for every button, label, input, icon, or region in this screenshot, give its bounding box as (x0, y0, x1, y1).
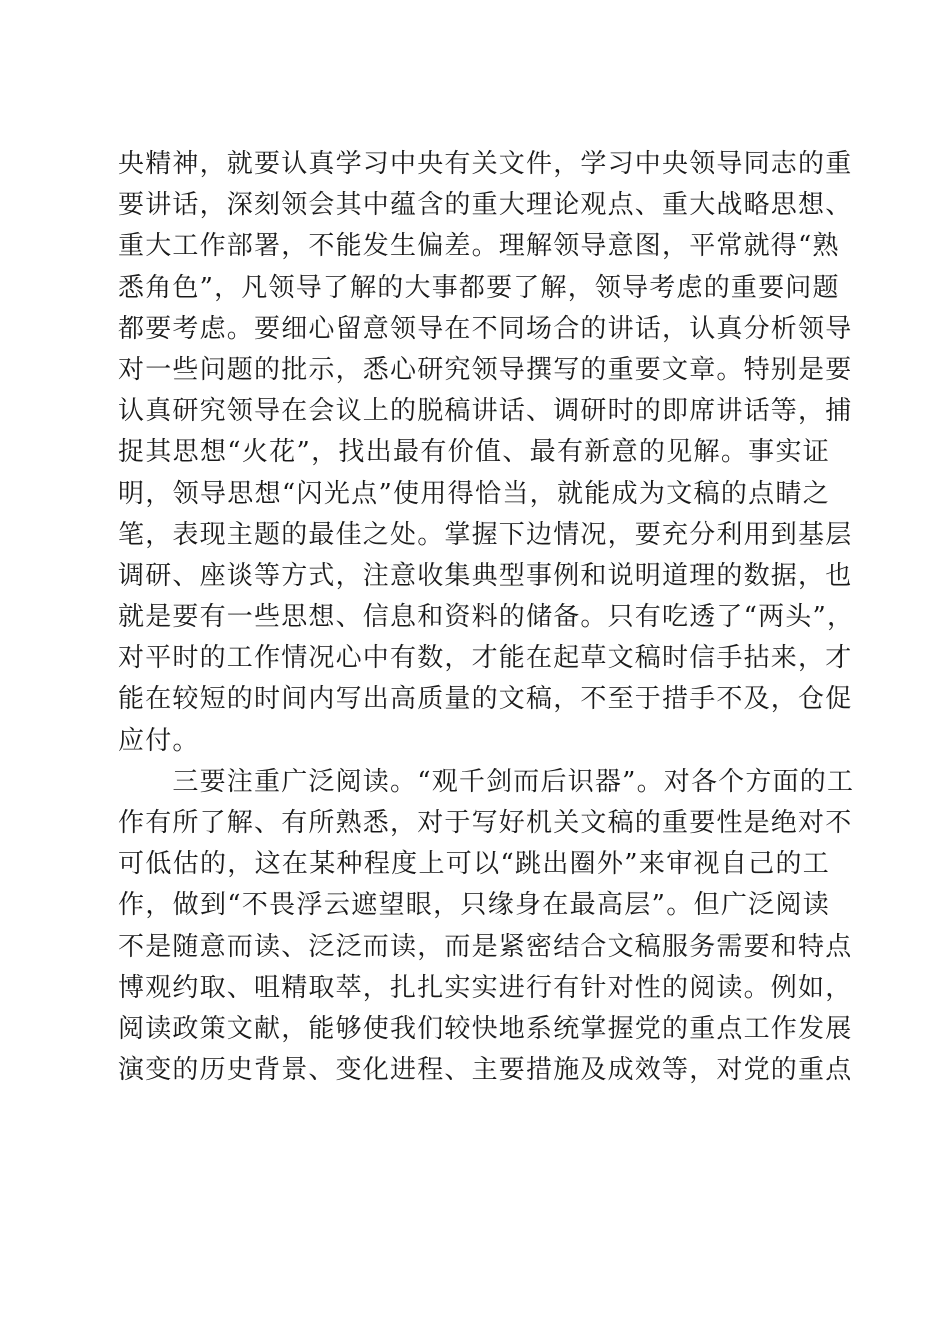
text-line: 作，做到“不畏浮云遮望眼，只缘身在最高层”。但广泛阅读 (118, 890, 830, 921)
text-line: 能在较短的时间内写出高质量的文稿，不至于措手不及，仓促 (118, 684, 853, 715)
text-line: 对一些问题的批示，悉心研究领导撰写的重要文章。特别是要 (118, 354, 853, 385)
text-line: 捉其思想“火花”，找出最有价值、最有新意的见解。事实证 (118, 437, 830, 468)
text-line: 可低估的，这在某种程度上可以“跳出圈外”来审视自己的工 (118, 849, 830, 880)
text-line: 演变的历史背景、变化进程、主要措施及成效等，对党的重点 (118, 1055, 853, 1086)
text-line: 要讲话，深刻领会其中蕴含的重大理论观点、重大战略思想、 (118, 190, 853, 221)
text-line: 笔，表现主题的最佳之处。掌握下边情况，要充分利用到基层 (118, 519, 853, 550)
paragraph-start-line: 三要注重广泛阅读。“观千剑而后识器”。对各个方面的工 (118, 766, 855, 797)
text-line: 重大工作部署，不能发生偏差。理解领导意图，平常就得“熟 (118, 231, 840, 262)
text-line: 不是随意而读、泛泛而读，而是紧密结合文稿服务需要和特点 (118, 931, 853, 962)
text-line: 调研、座谈等方式，注意收集典型事例和说明道理的数据，也 (118, 560, 853, 591)
body-text (118, 144, 855, 1091)
text-line: 就是要有一些思想、信息和资料的储备。只有吃透了“两头”， (118, 602, 855, 633)
text-line: 作有所了解、有所熟悉，对于写好机关文稿的重要性是绝对不 (118, 808, 853, 838)
text-line: 央精神，就要认真学习中央有关文件，学习中央领导同志的重 (118, 149, 853, 179)
text-line: 博观约取、咀精取萃，扎扎实实进行有针对性的阅读。例如， (118, 972, 853, 1003)
text-line: 明，领导思想“闪光点”使用得恰当，就能成为文稿的点睛之 (118, 478, 830, 509)
text-line: 都要考虑。要细心留意领导在不同场合的讲话，认真分析领导 (118, 313, 853, 344)
paragraph-end-line: 应付。 (118, 725, 200, 756)
text-line: 认真研究领导在会议上的脱稿讲话、调研时的即席讲话等，捕 (118, 396, 853, 427)
text-line: 悉角色”，凡领导了解的大事都要了解，领导考虑的重要问题 (118, 272, 840, 303)
text-line: 阅读政策文献，能够使我们较快地系统掌握党的重点工作发展 (118, 1013, 853, 1044)
text-line: 对平时的工作情况心中有数，才能在起草文稿时信手拈来，才 (118, 643, 853, 674)
